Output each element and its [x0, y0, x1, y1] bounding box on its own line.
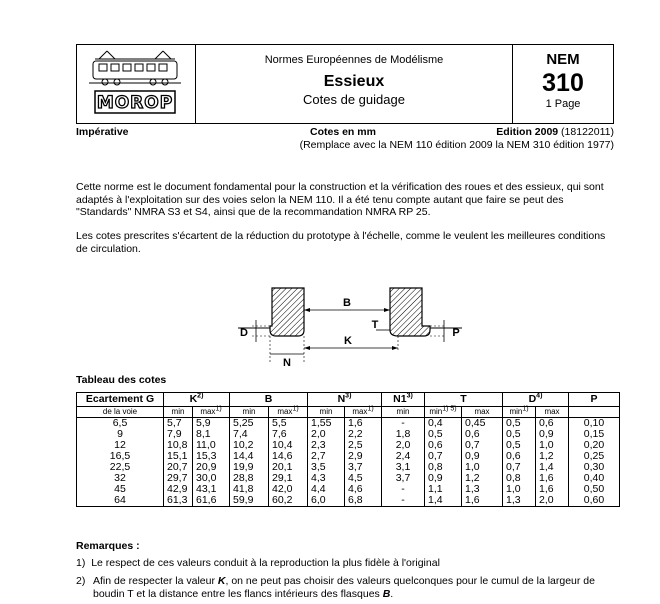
table-cell-p: 0,15	[569, 429, 620, 440]
table-cell-nmax: 2,9	[345, 451, 382, 462]
header-n1: N1$^{3)}$	[382, 393, 425, 407]
table-cell-p: 0,60	[569, 495, 620, 507]
table-cell-dmax: 1,0	[536, 440, 569, 451]
wheel-rail-diagram	[230, 282, 470, 370]
title-cell	[195, 45, 513, 123]
page-subtitle: Cotes de guidage	[303, 92, 405, 107]
table-cell-bmax: 60,2	[269, 495, 308, 507]
table-cell-tmax: 0,7	[462, 440, 503, 451]
table-cell-n1: 2,4	[382, 451, 425, 462]
header-block	[76, 44, 614, 124]
table-cell-bmin: 19,9	[230, 462, 269, 473]
table-cell-g: 45	[77, 484, 164, 495]
table-cell-bmin: 41,8	[230, 484, 269, 495]
table-cell-g: 6,5	[77, 418, 164, 430]
table-cell-p: 0,25	[569, 451, 620, 462]
table-cell-kmax: 61,6	[193, 495, 230, 507]
table-cell-dmax: 1,6	[536, 473, 569, 484]
replaces-note: (Remplace avec la NEM 110 édition 2009 la NEM 310 édition 1977)	[299, 139, 614, 151]
table-cell-bmax: 14,6	[269, 451, 308, 462]
table-cell-nmin: 1,55	[308, 418, 345, 430]
table-cell-p: 0,30	[569, 462, 620, 473]
header-t: T	[425, 393, 503, 407]
nem-number: 310	[542, 69, 584, 97]
dim-label-n: N	[283, 357, 291, 369]
table-cell-nmax: 2,5	[345, 440, 382, 451]
category-label: Impérative	[76, 126, 129, 138]
table-cell-p: 0,10	[569, 418, 620, 430]
table-cell-bmin: 59,9	[230, 495, 269, 507]
intro-paragraph-1: Cette norme est le document fondamental pour la construction et la vérification des roues et des essieux, qui sont adaptés à l'exploitation sur des voies selon la NEM 110. Il a été tenu compte autant que faire se peut des "Standards" NMRA S3 et S4, ainsi que de la recommandation NMRA RP 25.	[76, 181, 604, 218]
table-cell-nmin: 6,0	[308, 495, 345, 507]
dim-label-b: B	[343, 297, 351, 309]
table-cell-tmax: 0,6	[462, 429, 503, 440]
table-cell-n1: -	[382, 418, 425, 430]
table-cell-bmax: 20,1	[269, 462, 308, 473]
table-cell-dmax: 1,2	[536, 451, 569, 462]
table-cell-kmax: 15,3	[193, 451, 230, 462]
table-cell-g: 32	[77, 473, 164, 484]
table-cell-kmin: 10,8	[164, 440, 193, 451]
left-wheel	[270, 288, 304, 336]
table-cell-tmax: 0,45	[462, 418, 503, 430]
table-cell-p: 0,50	[569, 484, 620, 495]
table-cell-bmax: 42,0	[269, 484, 308, 495]
table-cell-g: 64	[77, 495, 164, 507]
table-cell-g: 9	[77, 429, 164, 440]
table-cell-kmax: 43,1	[193, 484, 230, 495]
header-p: P	[569, 393, 620, 407]
header-k: $K^{2)}$	[164, 393, 230, 407]
table-cell-n1: 3,1	[382, 462, 425, 473]
table-cell-tmin: 0,6	[425, 440, 462, 451]
table-cell-nmin: 2,3	[308, 440, 345, 451]
dim-label-t: T	[371, 319, 379, 331]
table-cell-dmax: 0,9	[536, 429, 569, 440]
table-cell-kmin: 42,9	[164, 484, 193, 495]
table-cell-tmin: 0,9	[425, 473, 462, 484]
table-cell-nmin: 4,4	[308, 484, 345, 495]
table-cell-dmin: 0,6	[503, 451, 536, 462]
table-cell-kmin: 7,9	[164, 429, 193, 440]
table-cell-kmax: 30,0	[193, 473, 230, 484]
table-cell-tmin: 0,5	[425, 429, 462, 440]
table-cell-bmin: 28,8	[230, 473, 269, 484]
table-cell-tmax: 0,9	[462, 451, 503, 462]
remark-2: 2) Afin de respecter la valeur K, on ne peut pas choisir des valeurs quelconques pour le cumul de la largeur de boudin T et la distance entre les flancs intérieurs des flasques B.	[76, 575, 595, 600]
table-cell-kmax: 5,9	[193, 418, 230, 430]
logo-cell	[77, 45, 196, 123]
table-cell-kmin: 20,7	[164, 462, 193, 473]
table-cell-n1: 1,8	[382, 429, 425, 440]
table-cell-dmin: 1,0	[503, 484, 536, 495]
table-cell-nmax: 3,7	[345, 462, 382, 473]
table-cell-bmin: 14,4	[230, 451, 269, 462]
table-cell-dmin: 0,7	[503, 462, 536, 473]
dim-label-k: K	[344, 335, 352, 347]
remarks-title: Remarques :	[76, 540, 140, 552]
table-cell-dmin: 0,5	[503, 418, 536, 430]
table-title: Tableau des cotes	[76, 374, 167, 386]
table-row	[77, 495, 620, 507]
table-cell-kmax: 8,1	[193, 429, 230, 440]
table-cell-g: 16,5	[77, 451, 164, 462]
table-cell-kmax: 20,9	[193, 462, 230, 473]
table-cell-bmax: 29,1	[269, 473, 308, 484]
dimensions-table	[76, 392, 620, 507]
table-cell-n1: -	[382, 484, 425, 495]
morop-logo	[77, 45, 193, 123]
header-gauge: Ecartement G	[77, 393, 164, 407]
table-cell-kmin: 29,7	[164, 473, 193, 484]
page-title: Essieux	[323, 73, 385, 90]
table-cell-nmax: 6,8	[345, 495, 382, 507]
header-b: B	[230, 393, 308, 407]
edition-line	[496, 126, 614, 138]
table-cell-nmin: 2,7	[308, 451, 345, 462]
dim-label-p: P	[452, 327, 460, 339]
table-cell-tmin: 1,4	[425, 495, 462, 507]
table-cell-dmax: 0,6	[536, 418, 569, 430]
intro-paragraph-2: Les cotes prescrites s'écartent de la réduction du prototype à l'échelle, comme le veulent les meilleures conditions de circulation.	[76, 230, 606, 255]
page-count: 1 Page	[545, 98, 581, 110]
table-cell-bmax: 7,6	[269, 429, 308, 440]
table-cell-dmin: 0,5	[503, 440, 536, 451]
table-cell-n1: -	[382, 495, 425, 507]
table-cell-nmin: 3,5	[308, 462, 345, 473]
table-cell-tmax: 1,3	[462, 484, 503, 495]
edition-code: (18122011)	[558, 126, 614, 138]
table-cell-tmax: 1,2	[462, 473, 503, 484]
table-cell-nmin: 4,3	[308, 473, 345, 484]
table-cell-kmax: 11,0	[193, 440, 230, 451]
table-cell-nmax: 2,2	[345, 429, 382, 440]
table-cell-dmin: 0,5	[503, 429, 536, 440]
table-cell-n1: 3,7	[382, 473, 425, 484]
table-cell-g: 12	[77, 440, 164, 451]
table-cell-nmax: 1,6	[345, 418, 382, 430]
edition-label: Edition 2009	[496, 126, 559, 138]
table-cell-kmin: 5,7	[164, 418, 193, 430]
units-label: Cotes en mm	[310, 126, 376, 138]
table-cell-nmax: 4,5	[345, 473, 382, 484]
table-cell-tmax: 1,0	[462, 462, 503, 473]
nem-cell	[512, 45, 613, 123]
header-n: $N^{3)}$	[308, 393, 382, 407]
table-cell-tmin: 1,1	[425, 484, 462, 495]
table-cell-p: 0,20	[569, 440, 620, 451]
table-cell-tmax: 1,6	[462, 495, 503, 507]
table-cell-bmax: 10,4	[269, 440, 308, 451]
table-cell-tmin: 0,8	[425, 462, 462, 473]
table-cell-dmin: 1,3	[503, 495, 536, 507]
table-cell-tmin: 0,4	[425, 418, 462, 430]
table-cell-tmin: 0,7	[425, 451, 462, 462]
remark-1: 1) Le respect de ces valeurs conduit à la reproduction la plus fidèle à l'original	[76, 557, 440, 569]
header-d: $D^{4)}$	[503, 393, 569, 407]
table-cell-nmax: 4,6	[345, 484, 382, 495]
table-cell-nmin: 2,0	[308, 429, 345, 440]
table-cell-dmax: 1,4	[536, 462, 569, 473]
table-cell-p: 0,40	[569, 473, 620, 484]
right-wheel	[390, 288, 430, 336]
table-cell-bmin: 5,25	[230, 418, 269, 430]
nem-label: NEM	[546, 51, 580, 68]
subheader-row: de la voie min $\max^{1)}$ min $\max^{1)}$ min $\max^{1)}$ min $\min^{1) 5)}$ max $\min^{1)}$ max	[77, 407, 620, 418]
table-cell-n1: 2,0	[382, 440, 425, 451]
logo-text: MOROP	[96, 93, 174, 113]
table-cell-bmin: 10,2	[230, 440, 269, 451]
table-cell-dmin: 0,8	[503, 473, 536, 484]
dim-label-d: D	[240, 327, 248, 339]
table-cell-kmin: 61,3	[164, 495, 193, 507]
organization-name: Normes Européennes de Modélisme	[264, 54, 444, 66]
table-cell-dmax: 2,0	[536, 495, 569, 507]
table-cell-bmax: 5,5	[269, 418, 308, 430]
table-cell-dmax: 1,6	[536, 484, 569, 495]
table-cell-g: 22,5	[77, 462, 164, 473]
table-cell-bmin: 7,4	[230, 429, 269, 440]
table-cell-kmin: 15,1	[164, 451, 193, 462]
